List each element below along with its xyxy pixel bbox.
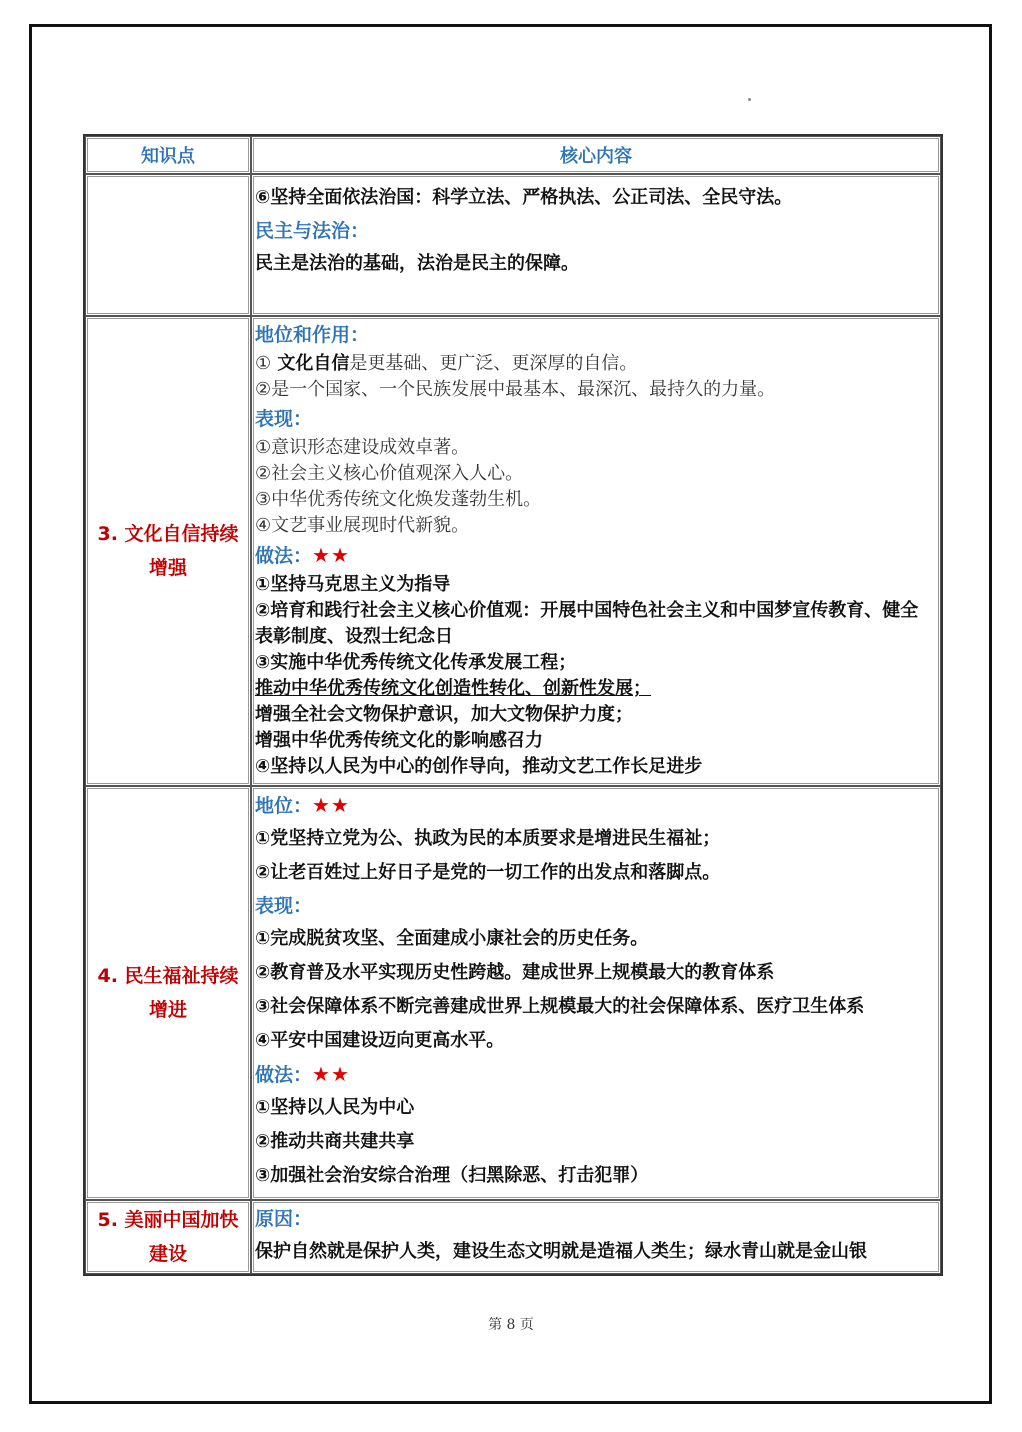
knowledge-point-title: 4. 民生福祉持续 (97, 965, 239, 987)
knowledge-point-title-cont: 增强 (148, 557, 187, 579)
knowledge-point-title-cont: 增进 (148, 999, 187, 1021)
content-line: ①坚持马克思主义为指导 (255, 574, 451, 595)
content-line: ②培育和践行社会主义核心价值观：开展中国特色社会主义和中国梦宣传教育、健全表彰制度、设烈士纪念日 (255, 600, 919, 647)
knowledge-table (83, 134, 943, 1276)
emphasis-text: 文化自信 (271, 353, 350, 374)
content-line: 民主是法治的基础，法治是民主的保障。 (255, 253, 579, 274)
table-header-row (85, 136, 941, 174)
section-heading (255, 789, 936, 822)
content-line: 增强全社会文物保护意识，加大文物保护力度； (255, 704, 633, 725)
content-line: ②教育普及水平实现历史性跨越。建成世界上规模最大的教育体系 (255, 962, 775, 983)
content-cell (251, 1200, 941, 1274)
content-line: ②让老百姓过上好日子是党的一切工作的出发点和落脚点。 (255, 862, 721, 883)
knowledge-point-cell (85, 1200, 251, 1274)
header-knowledge-point: 知识点 (85, 136, 251, 174)
star-rating-icon: ★★ (312, 793, 350, 817)
content-line: ②社会主义核心价值观深入人心。 (255, 463, 524, 484)
section-heading: 表现： (255, 895, 313, 917)
knowledge-point-title: 3. 文化自信持续 (97, 523, 239, 545)
content-line: ①党坚持立党为公、执政为民的本质要求是增进民生福祉； (255, 828, 721, 849)
content-line: 保护自然就是保护人类，建设生态文明就是造福人类生；绿水青山就是金山银 (255, 1241, 867, 1262)
heading-text: 地位： (255, 795, 313, 817)
content-cell (251, 316, 941, 786)
content-line: ③社会保障体系不断完善建成世界上规模最大的社会保障体系、医疗卫生体系 (255, 996, 865, 1017)
section-heading: 原因： (255, 1208, 313, 1230)
knowledge-point-title-cont: 建设 (148, 1243, 187, 1265)
table-row (85, 786, 941, 1200)
speck (748, 98, 751, 101)
table-row (85, 174, 941, 316)
star-rating-icon: ★★ (312, 543, 350, 567)
knowledge-point-cell (85, 174, 251, 316)
section-heading: 民主与法治： (255, 220, 370, 242)
content-line: ④坚持以人民为中心的创作导向，推动文艺工作长足进步 (255, 756, 703, 777)
content-line: 推动中华优秀传统文化创造性转化、创新性发展； (255, 678, 651, 699)
item-number: ① (255, 353, 272, 374)
content-line: ⑥坚持全面依法治国：科学立法、严格执法、公正司法、全民守法。 (255, 187, 793, 208)
knowledge-point-title: 5. 美丽中国加快 (97, 1209, 239, 1231)
section-heading: 表现： (255, 408, 313, 430)
content-line: ④文艺事业展现时代新貌。 (255, 515, 470, 536)
section-heading (255, 1058, 936, 1091)
content-line: ④平安中国建设迈向更高水平。 (255, 1030, 505, 1051)
heading-text: 做法： (255, 545, 313, 567)
content-line: ③加强社会治安综合治理（扫黑除恶、打击犯罪） (255, 1165, 649, 1186)
table-row (85, 1200, 941, 1274)
page-number: 第 8 页 (488, 1317, 534, 1333)
content-cell (251, 786, 941, 1200)
content-line: ①意识形态建设成效卓著。 (255, 437, 470, 458)
content-line: ①完成脱贫攻坚、全面建成小康社会的历史任务。 (255, 928, 649, 949)
knowledge-point-cell (85, 316, 251, 786)
content-line (255, 351, 936, 377)
star-rating-icon: ★★ (312, 1062, 350, 1086)
section-heading: 地位和作用： (255, 324, 370, 346)
section-heading (255, 539, 936, 572)
content-line: ③中华优秀传统文化焕发蓬勃生机。 (255, 489, 542, 510)
header-core-content: 核心内容 (251, 136, 941, 174)
content-text: 是更基础、更广泛、更深厚的自信。 (349, 353, 638, 374)
content-line: ②推动共商共建共享 (255, 1131, 415, 1152)
content-line: ②是一个国家、一个民族发展中最基本、最深沉、最持久的力量。 (255, 379, 776, 400)
knowledge-point-cell (85, 786, 251, 1200)
content-cell (251, 174, 941, 316)
heading-text: 做法： (255, 1064, 313, 1086)
content-line: 增强中华优秀传统文化的影响感召力 (255, 730, 543, 751)
content-line: ①坚持以人民为中心 (255, 1097, 415, 1118)
table-row (85, 316, 941, 786)
content-line: ③实施中华优秀传统文化传承发展工程； (255, 652, 577, 673)
